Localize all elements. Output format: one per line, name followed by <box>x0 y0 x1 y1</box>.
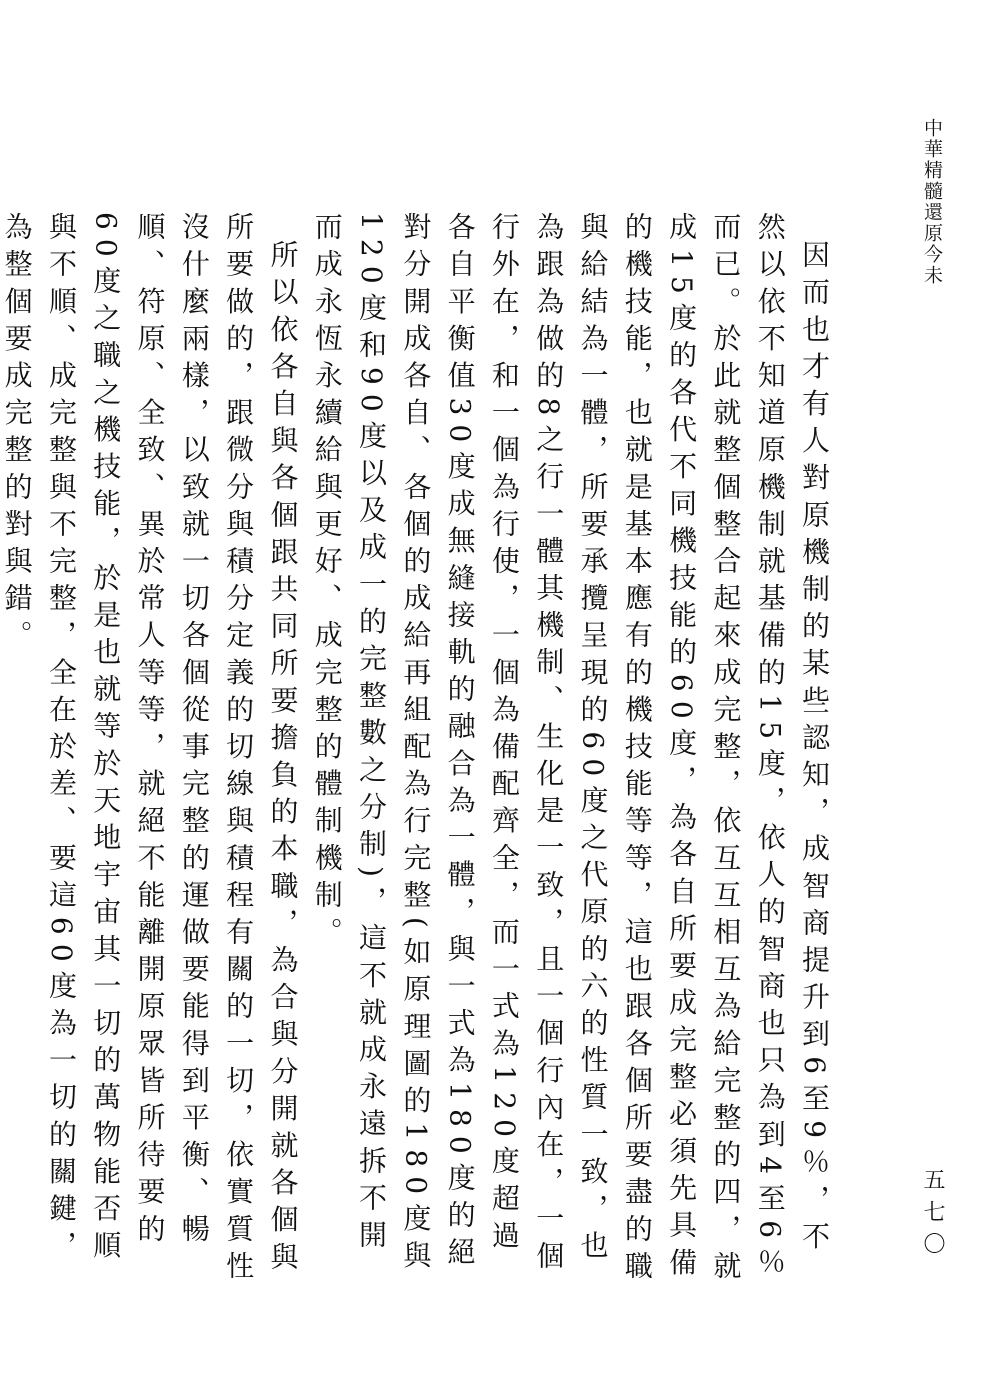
main-text <box>0 212 836 1292</box>
paragraph-1: 因而也才有人對原機制的某些認知，成智商提升到6至9％，不然以依不知道原機制就基備的15度，依人的智商也只為到4至6％而已。於此就整個整合起來成完整，依互互相互為給完整的四，就成15度的各代不同機技能的60度，為各自所要成完整必須先具備的機技能，也就是基本應有的機技能等等，這也跟各個所要盡的職與給結為一體，所要承攬呈現的60度之代原的六的性質一致，也為跟為做的8之行一體其機制、生化是一致，且一個行內在，一個行外在，和一個為行使，一個為備配齊全，而一式為120度超過各自平衡值30度成無縫接軌的融合為一體，與一式為180度的絕對分開成各自、各個的成給再組配為行完整(如原理圖的180度與120度和90度以及成一的完整數之分制)，這不就成永遠拆不開而成永恆永續給與更好、成完整的體制機制。 <box>310 212 831 1288</box>
page-number: 五七〇 <box>920 1168 945 1264</box>
paragraph-2: 所以依各自與各個跟共同所要擔負的本職，為合與分開就各個與所要做的，跟微分與積分定義的切線與積程有關的一切，依實質性沒什麼兩樣，以致就一切各個從事完整的運做要能得到平衡、暢順、符原、全致、異於常人等等，就絕不能離開原眾皆所待要的60度之職之機技能，於是也就等於天地宇宙其一切的萬物能否順與不順、成完整與不完整，全在於差、要這60度為一切的關鍵，為整個要成完整的對與錯。 <box>0 212 300 1288</box>
running-head: 中華精髓還原今未 <box>921 118 943 286</box>
